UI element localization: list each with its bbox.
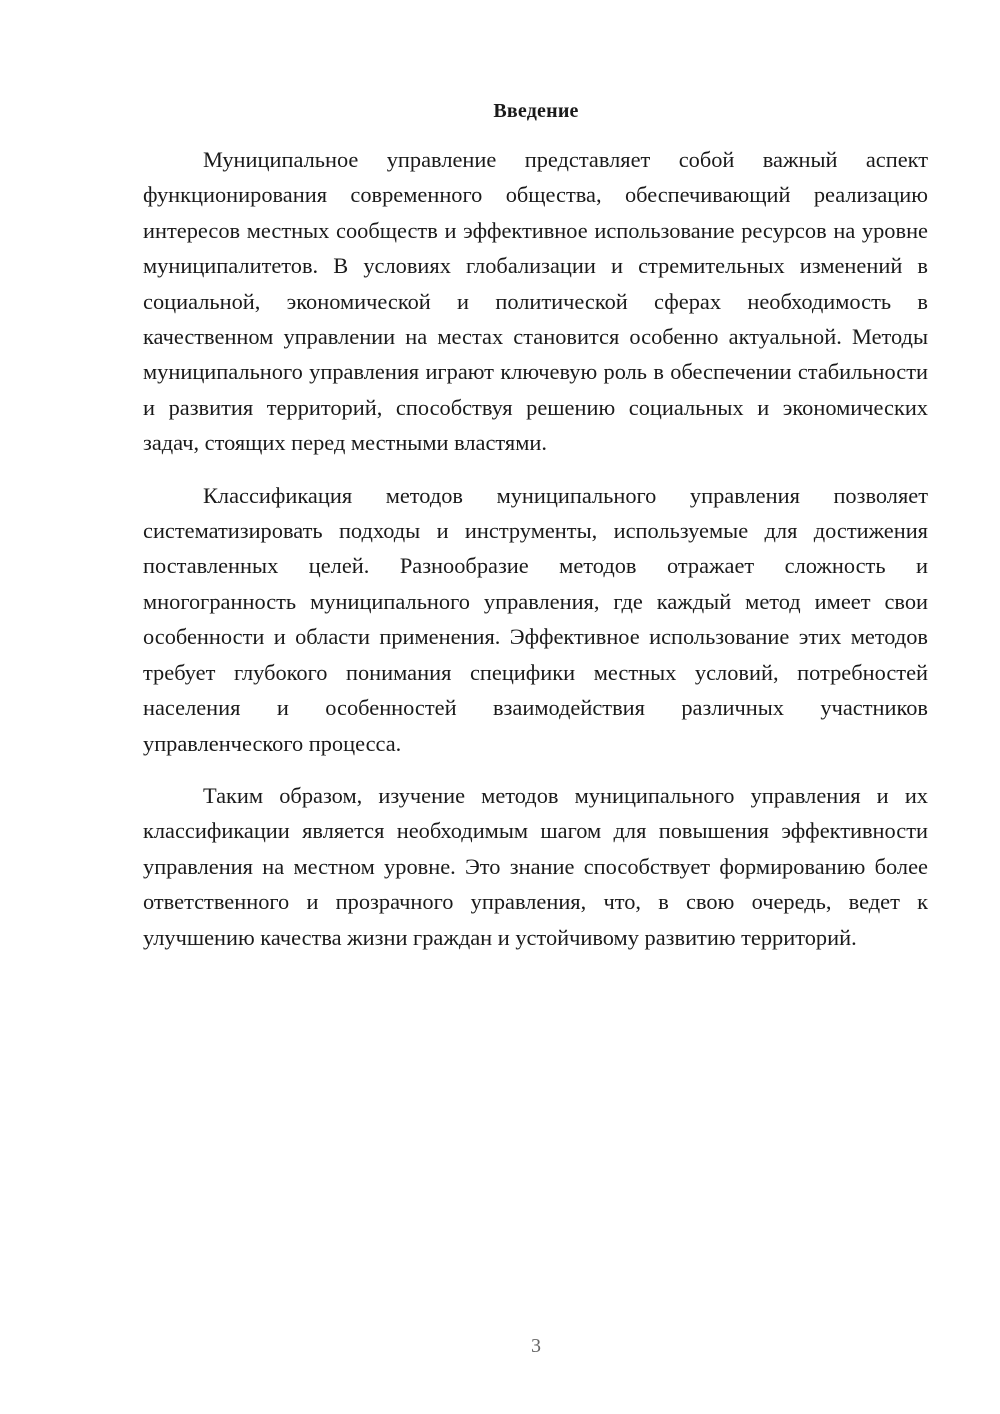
paragraph-3: Таким образом, изучение методов муниципального управления и их классификации является необходимым шагом для повышения эффективности управления на местном уровне. Это знание способствует формированию более ответственного и прозрачного управления, что, в свою очередь, ведет к улучшению качества жизни граждан и устойчивому развитию территорий. xyxy=(143,782,928,950)
page-number: 3 xyxy=(531,1335,541,1357)
paragraph-2: Классификация методов муниципального управления позволяет систематизировать подходы и инструменты, используемые для достижения поставленных целей. Разнообразие методов отражает сложность и многогранность муниципального управления, где каждый метод имеет свои особенности и области применения. Эффективное использование этих методов требует глубокого понимания специфики местных условий, потребностей населения и особенностей взаимодействия различных участников управленческого процесса. xyxy=(143,482,928,756)
section-title: Введение xyxy=(493,100,579,122)
body-text xyxy=(143,142,928,972)
paragraph-1: Муниципальное управление представляет собой важный аспект функционирования современного общества, обеспечивающий реализацию интересов местных сообществ и эффективное использование ресурсов на уровне муниципалитетов. В условиях глобализации и стремительных изменений в социальной, экономической и политической сферах необходимость в качественном управлении на местах становится особенно актуальной. Методы муниципального управления играют ключевую роль в обеспечении стабильности и развития территорий, способствуя решению социальных и экономических задач, стоящих перед местными властями. xyxy=(143,147,928,456)
